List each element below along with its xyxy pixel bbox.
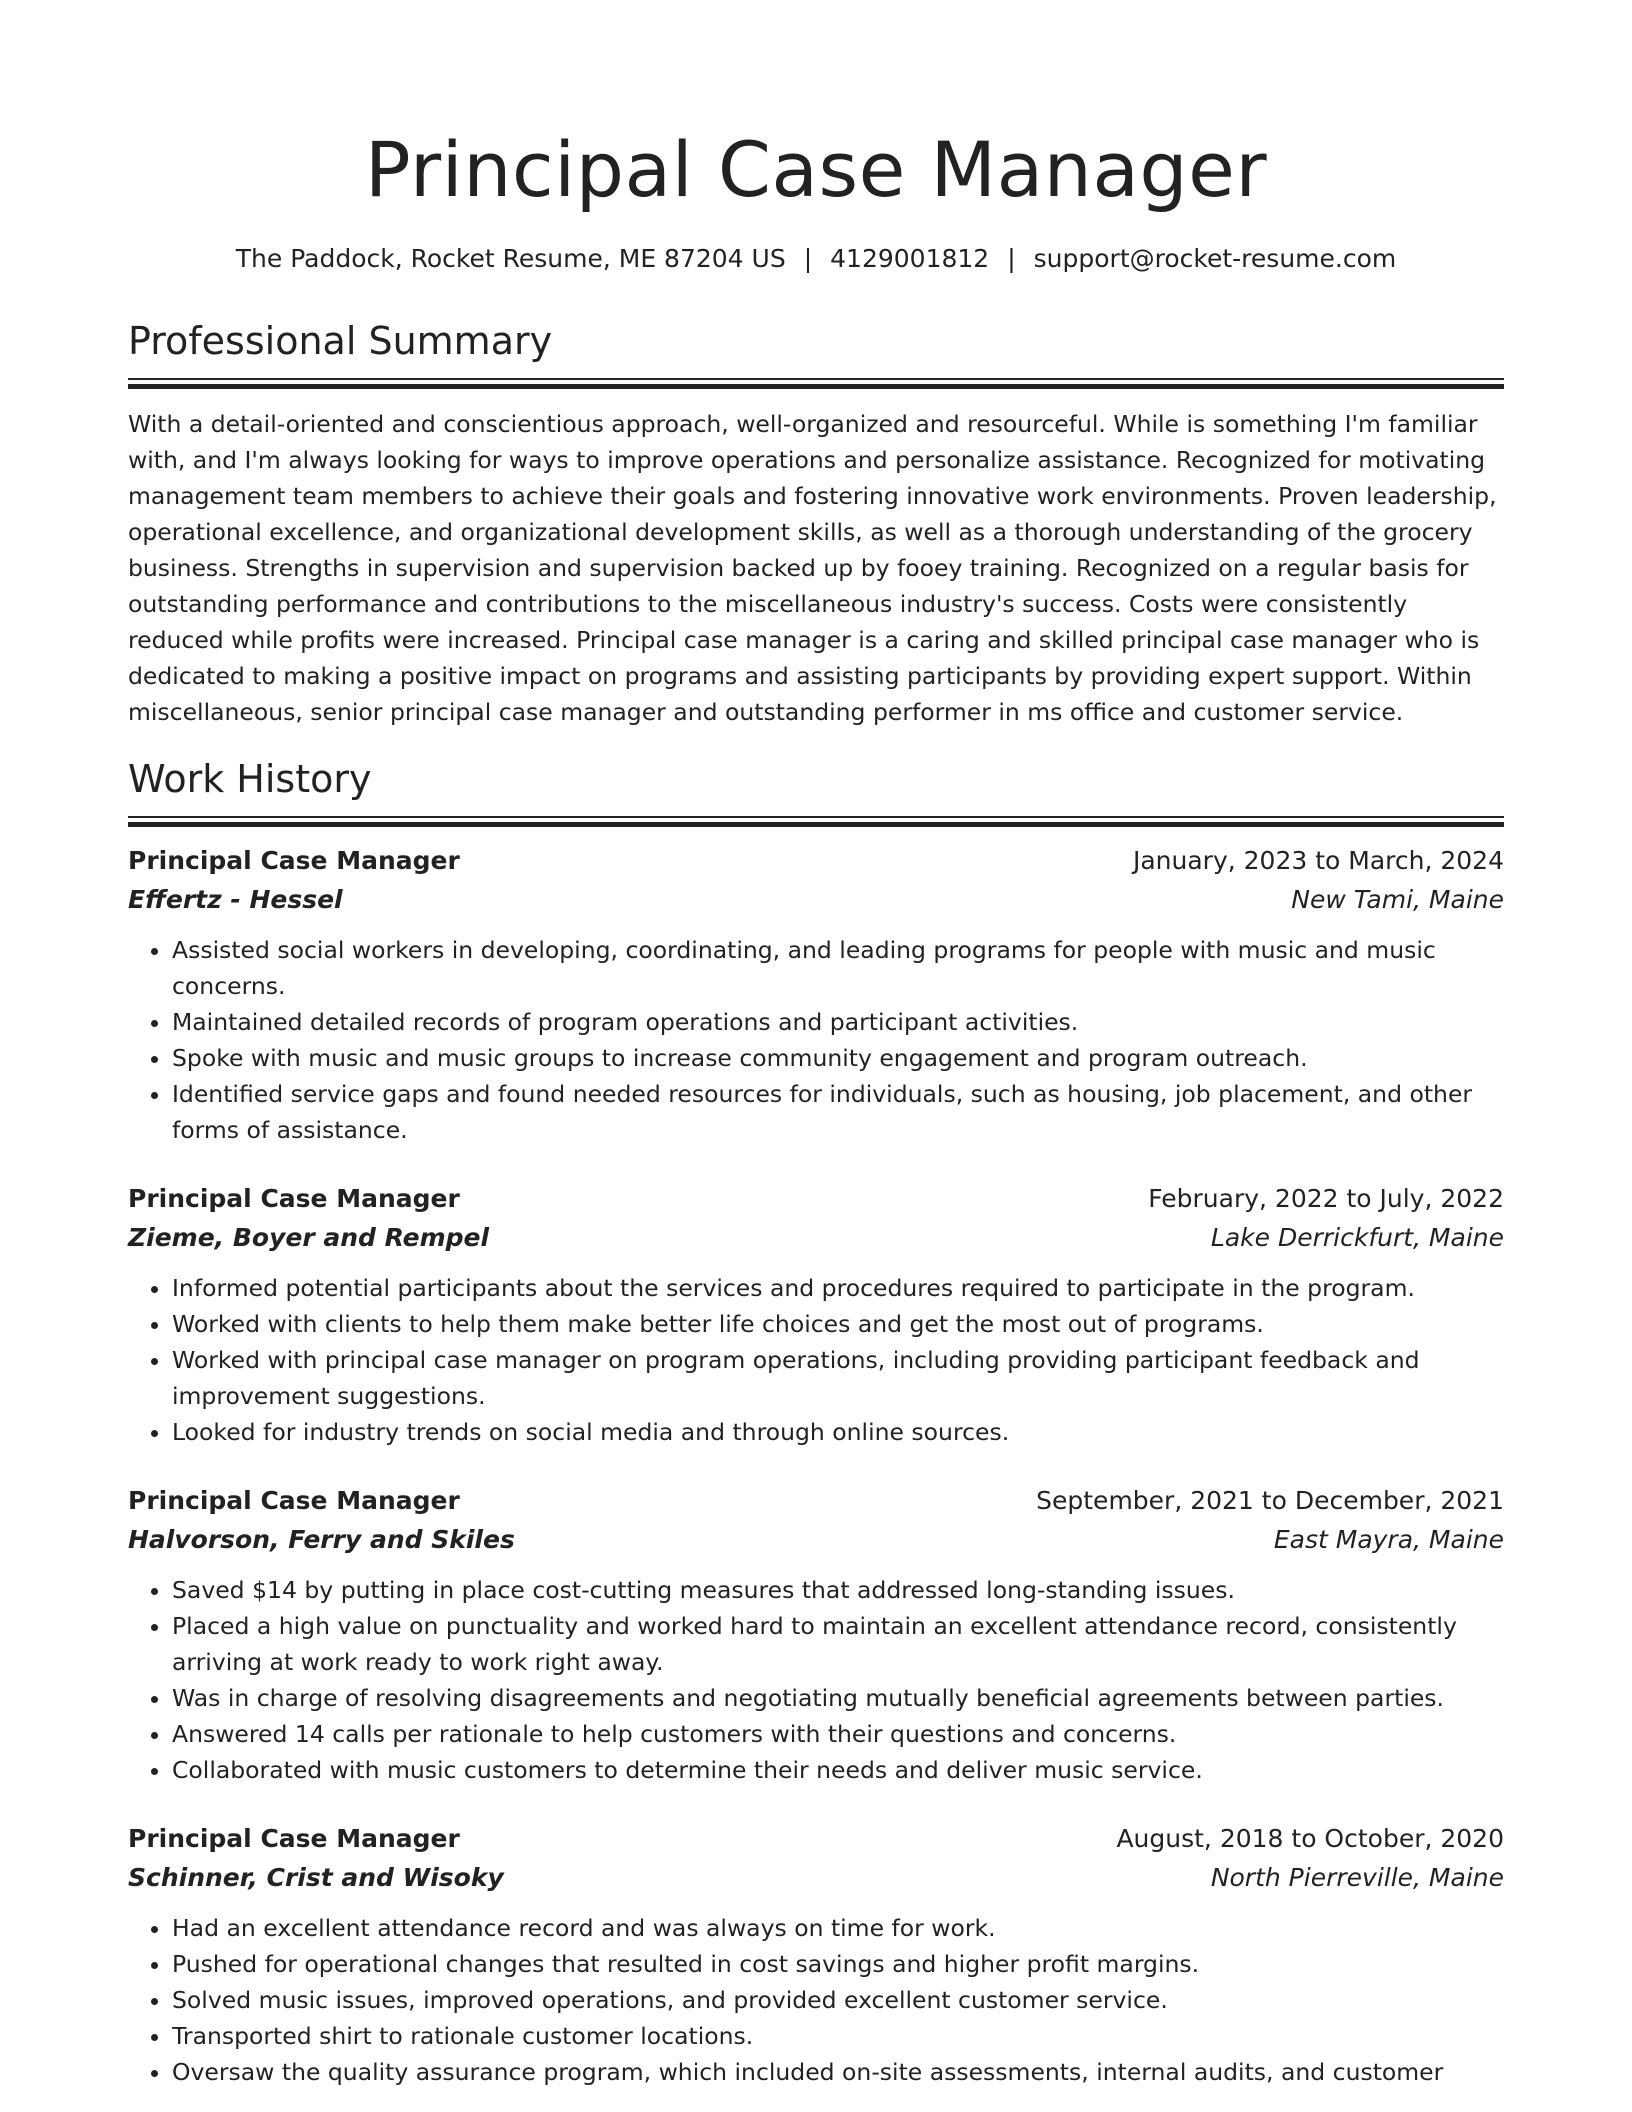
work-history-section xyxy=(128,754,1504,2090)
job-bullet: • Worked with principal case manager on program operations, including providing participant feedback and improvement suggestions. xyxy=(172,1342,1504,1414)
contact-phone[interactable]: 4129001812 xyxy=(830,244,990,273)
job-bullet: • Informed potential participants about the services and procedures required to participate in the program. xyxy=(172,1270,1504,1306)
job-header-row xyxy=(128,842,1504,880)
job-bullet-list xyxy=(128,1270,1504,1450)
job-dates: September, 2021 to December, 2021 xyxy=(1036,1486,1504,1515)
job-bullet: • Placed a high value on punctuality and worked hard to maintain an excellent attendance record, consistently arriving at work ready to work right away. xyxy=(172,1608,1504,1680)
resume-page xyxy=(128,0,1504,2090)
job-location: Lake Derrickfurt, Maine xyxy=(1210,1223,1504,1252)
job-location: East Mayra, Maine xyxy=(1273,1525,1504,1554)
job-title: Principal Case Manager xyxy=(128,1184,460,1213)
job-bullet: • Was in charge of resolving disagreements and negotiating mutually beneficial agreements between parties. xyxy=(172,1680,1504,1716)
job-bullet: • Collaborated with music customers to determine their needs and deliver music service. xyxy=(172,1752,1504,1788)
job-bullet: • Worked with clients to help them make better life choices and get the most out of programs. xyxy=(172,1306,1504,1342)
job-location: New Tami, Maine xyxy=(1291,885,1504,914)
job-bullet-list xyxy=(128,1572,1504,1788)
professional-summary-section xyxy=(128,316,1504,730)
job-bullet: • Saved $14 by putting in place cost-cutting measures that addressed long-standing issues. xyxy=(172,1572,1504,1608)
job-header-row xyxy=(128,1820,1504,1858)
contact-separator: | xyxy=(1007,244,1016,273)
job-company-row xyxy=(128,1520,1504,1560)
job-header-row xyxy=(128,1180,1504,1218)
job-company: Halvorson, Ferry and Skiles xyxy=(128,1525,515,1554)
job-bullet: • Looked for industry trends on social media and through online sources. xyxy=(172,1414,1504,1450)
job-bullet: • Solved music issues, improved operations, and provided excellent customer service. xyxy=(172,1982,1504,2018)
job-company-row xyxy=(128,880,1504,920)
job-title: Principal Case Manager xyxy=(128,846,460,875)
job-bullet-list xyxy=(128,932,1504,1148)
section-divider xyxy=(128,816,1504,826)
section-title-work-history: Work History xyxy=(128,757,372,801)
contact-line xyxy=(128,242,1504,276)
summary-text: With a detail-oriented and conscientious approach, well-organized and resourceful. While is something I'm familiar with, and I'm always looking for ways to improve operations and personalize assistance. Recognized for motivating management team members to achieve their goals and fostering innovative work environments. Proven leadership, operational excellence, and organizational development skills, as well as a thorough understanding of the grocery business. Strengths in supervision and supervision backed up by fooey training. Recognized on a regular basis for outstanding performance and contributions to the miscellaneous industry's success. Costs were consistently reduced while profits were increased. Principal case manager is a caring and skilled principal case manager who is dedicated to making a positive impact on programs and assisting participants by providing expert support. Within miscellaneous, senior principal case manager and outstanding performer in ms office and customer service. xyxy=(128,410,1497,726)
job-entry xyxy=(128,1820,1504,2090)
job-bullet: • Had an excellent attendance record and was always on time for work. xyxy=(172,1910,1504,1946)
job-company: Schinner, Crist and Wisoky xyxy=(128,1863,504,1892)
contact-address: The Paddock, Rocket Resume, ME 87204 US xyxy=(235,244,786,273)
job-company: Effertz - Hessel xyxy=(128,885,343,914)
job-dates: January, 2023 to March, 2024 xyxy=(1132,846,1504,875)
job-bullet: • Answered 14 calls per rationale to help customers with their questions and concerns. xyxy=(172,1716,1504,1752)
section-divider xyxy=(128,378,1504,388)
job-entry xyxy=(128,1180,1504,1450)
job-title: Principal Case Manager xyxy=(128,1824,460,1853)
job-bullet: • Pushed for operational changes that resulted in cost savings and higher profit margins. xyxy=(172,1946,1504,1982)
job-bullet: • Oversaw the quality assurance program, which included on-site assessments, internal audits, and customer xyxy=(172,2054,1504,2090)
candidate-name: Principal Case Manager xyxy=(364,125,1268,214)
job-company-row xyxy=(128,1858,1504,1898)
job-location: North Pierreville, Maine xyxy=(1210,1863,1504,1892)
job-company-row xyxy=(128,1218,1504,1258)
job-bullet: • Maintained detailed records of program operations and participant activities. xyxy=(172,1004,1504,1040)
job-title: Principal Case Manager xyxy=(128,1486,460,1515)
contact-email[interactable]: support@rocket-resume.com xyxy=(1033,244,1397,273)
job-bullet: • Assisted social workers in developing, coordinating, and leading programs for people with music and music concerns. xyxy=(172,932,1504,1004)
job-bullet: • Identified service gaps and found needed resources for individuals, such as housing, job placement, and other forms of assistance. xyxy=(172,1076,1504,1148)
contact-separator: | xyxy=(803,244,813,273)
job-bullet-list xyxy=(128,1910,1504,2090)
job-bullet: • Spoke with music and music groups to increase community engagement and program outreach. xyxy=(172,1040,1504,1076)
job-header-row xyxy=(128,1482,1504,1520)
job-entry xyxy=(128,842,1504,1148)
job-company: Zieme, Boyer and Rempel xyxy=(128,1223,490,1252)
job-dates: August, 2018 to October, 2020 xyxy=(1116,1824,1504,1853)
job-bullet: • Transported shirt to rationale customer locations. xyxy=(172,2018,1504,2054)
section-title-summary: Professional Summary xyxy=(128,319,553,363)
job-dates: February, 2022 to July, 2022 xyxy=(1148,1184,1504,1213)
job-entry xyxy=(128,1482,1504,1788)
